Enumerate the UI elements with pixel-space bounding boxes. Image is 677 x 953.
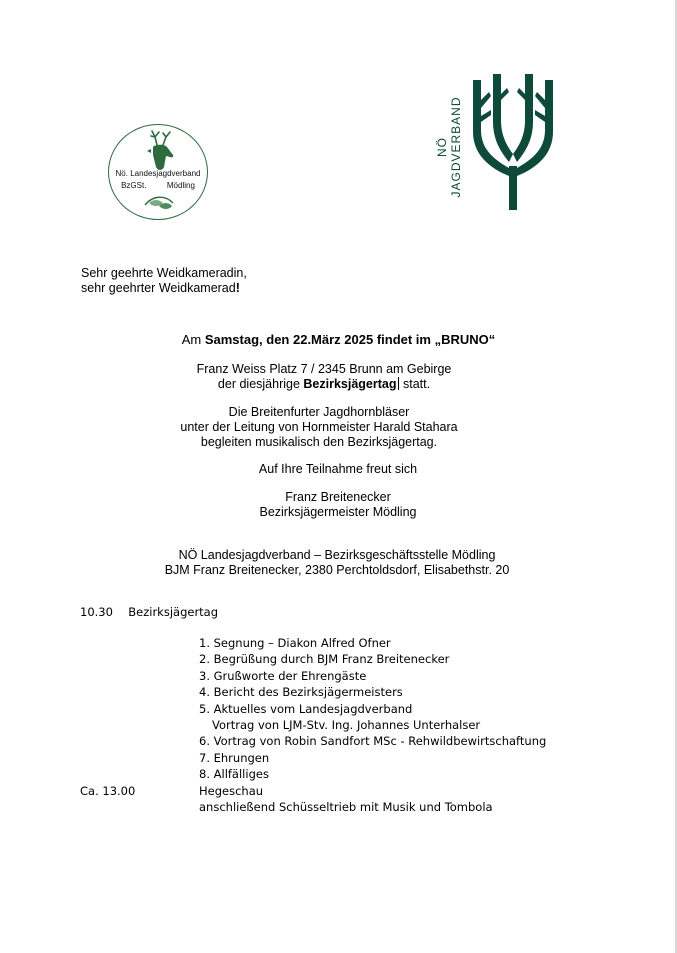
music-block — [0, 405, 638, 450]
invite-line: Auf Ihre Teilnahme freut sich — [258, 462, 418, 476]
logo-city: Mödling — [166, 181, 195, 190]
address-line-2-pre: der diesjährige — [217, 377, 304, 391]
agenda-item: 3. Grußworte der Ehrengäste — [199, 668, 367, 683]
signer-title: Bezirksjägermeister Mödling — [259, 505, 417, 519]
schedule-later-note: anschließend Schüsseltrieb mit Musik und Tombola — [199, 800, 493, 815]
office-block — [0, 548, 674, 578]
schedule-start-time: 10.30 — [80, 605, 113, 619]
agenda-item: 7. Ehrungen — [199, 750, 270, 765]
office-line-1: NÖ Landesjagdverband – Bezirksgeschäftsstelle Mödling — [178, 548, 496, 562]
logo-line-2 — [109, 181, 207, 191]
agenda-item: 8. Allfälliges — [199, 767, 269, 782]
agenda-item: 1. Segnung – Diakon Alfred Ofner — [199, 636, 391, 650]
agenda-item: 6. Vortrag von Robin Sandfort MSc - Rehwildbewirtschaftung — [199, 734, 547, 749]
address-line-2-post: statt. — [399, 377, 431, 391]
announcement — [0, 332, 677, 347]
schedule-start — [80, 604, 218, 620]
greeting-line-2 — [81, 281, 247, 296]
logo-abbrev: BzGSt. — [121, 181, 147, 190]
agenda-item-subline: Vortrag von LJM-Stv. Ing. Johannes Unterhalser — [212, 718, 481, 733]
signer-name: Franz Breitenecker — [285, 490, 391, 504]
greeting-exclamation: ! — [235, 281, 240, 295]
announcement-date-venue: Samstag, den 22.März 2025 findet im „BRUNO“ — [204, 332, 496, 347]
leaf-ornament-icon — [139, 191, 179, 213]
music-line-2: unter der Leitung von Hornmeister Harald Stahara — [180, 420, 458, 434]
greeting-line-2-text: sehr geehrter Weidkamerad — [81, 281, 236, 295]
deer-head-icon — [139, 127, 183, 173]
address-block — [0, 362, 648, 392]
antler-tree-icon — [471, 70, 555, 212]
agenda-list — [199, 635, 659, 783]
announcement-pre: Am — [181, 332, 205, 347]
office-line-2: BJM Franz Breitenecker, 2380 Perchtoldsdorf, Elisabethstr. 20 — [164, 563, 510, 577]
agenda-item: 2. Begrüßung durch BJM Franz Breitenecker — [199, 652, 450, 667]
schedule-later-time: Ca. 13.00 — [80, 784, 136, 798]
address-line-1: Franz Weiss Platz 7 / 2345 Brunn am Gebirge — [196, 362, 452, 376]
event-name: Bezirksjägertag — [303, 377, 397, 391]
jagdverband-logo-text: NÖ JAGDVERBAND — [435, 96, 463, 198]
logo-line-1: Nö. Landesjagdverband — [115, 169, 201, 178]
schedule-later — [199, 783, 493, 816]
schedule-start-label: Bezirksjägertag — [128, 605, 219, 619]
district-logo — [108, 124, 208, 220]
agenda-item: 4. Bericht des Bezirksjägermeisters — [199, 685, 403, 700]
greeting-line-1: Sehr geehrte Weidkameradin, — [81, 266, 247, 280]
music-line-3: begleiten musikalisch den Bezirksjägertag. — [200, 435, 438, 449]
greeting — [81, 266, 247, 296]
schedule-later-label: Hegeschau — [199, 784, 264, 798]
agenda-item: 5. Aktuelles vom Landesjagdverband — [199, 701, 413, 716]
music-line-1: Die Breitenfurter Jagdhornbläser — [228, 405, 410, 419]
jagdverband-logo — [435, 70, 556, 212]
signer-block — [0, 490, 676, 520]
address-line-2 — [0, 377, 648, 392]
text-cursor — [398, 377, 399, 390]
